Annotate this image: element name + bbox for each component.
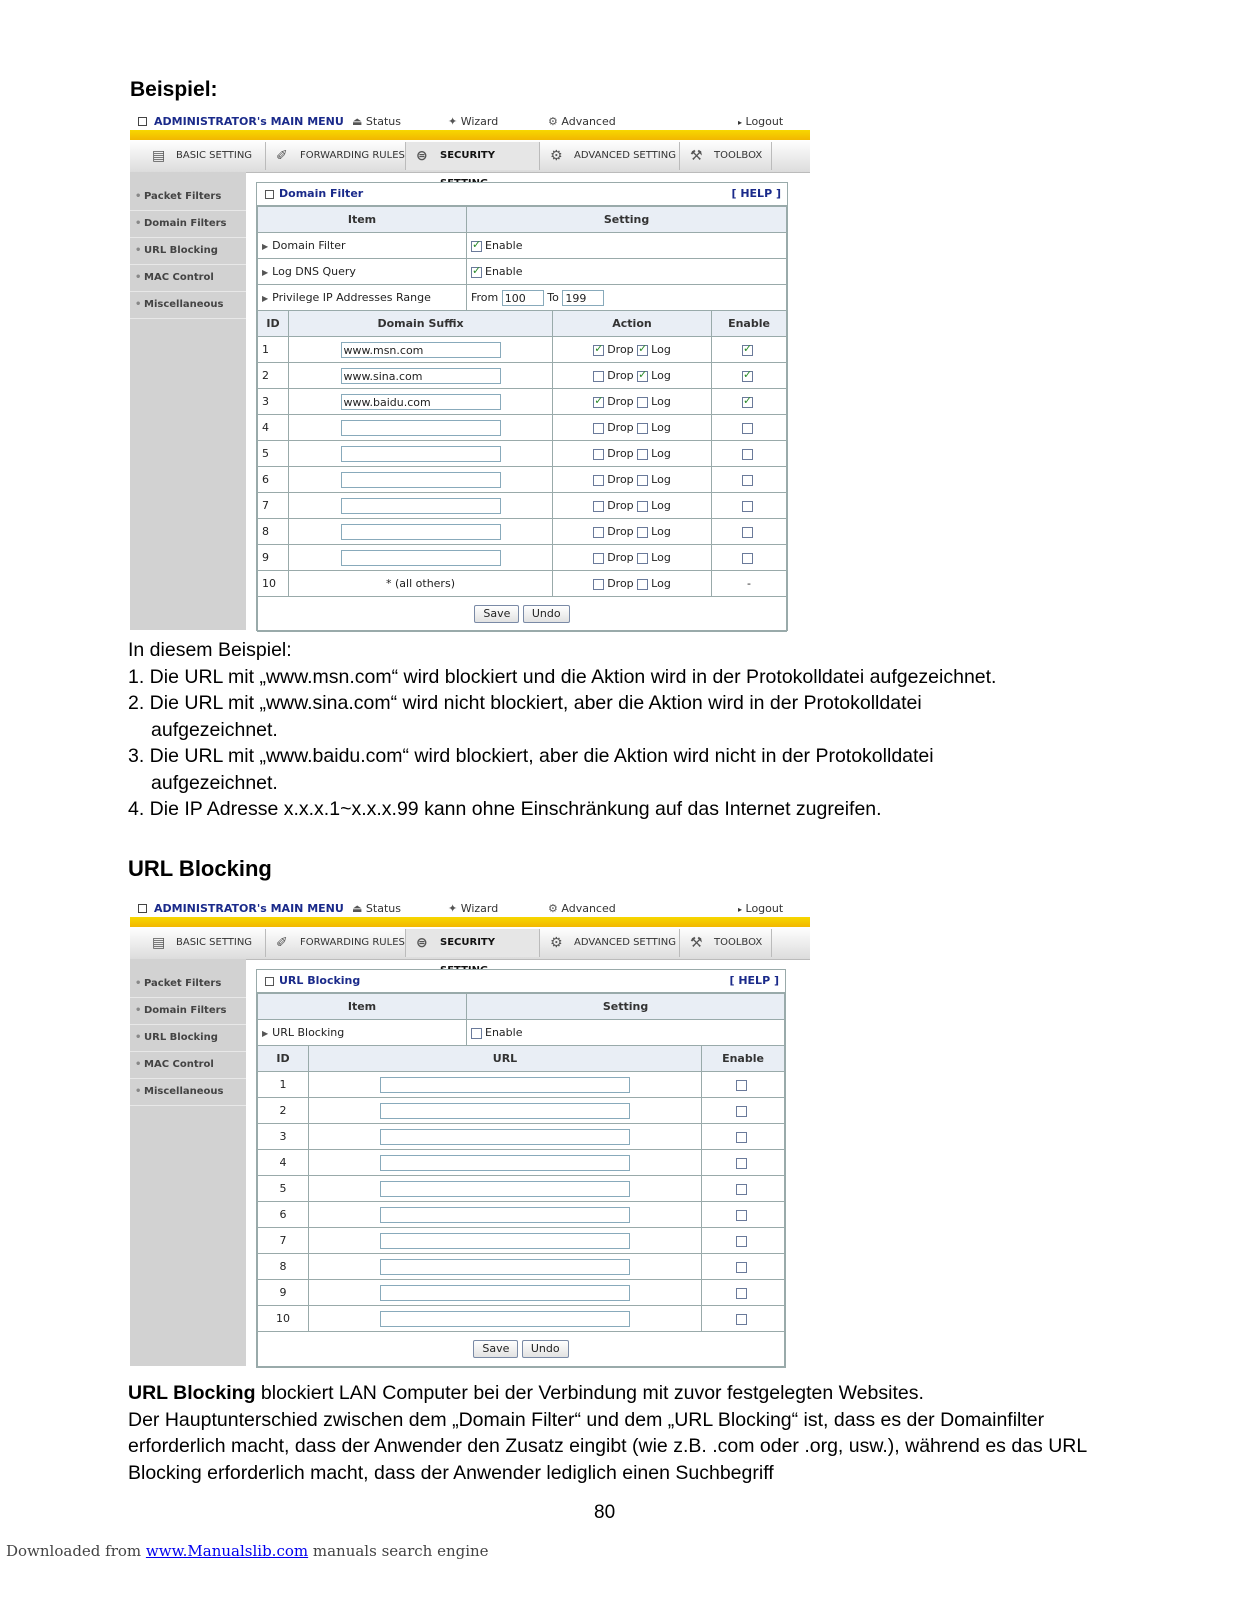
url-blocking-panel <box>256 969 786 1368</box>
domain-suffix-input[interactable] <box>341 420 501 436</box>
log-checkbox[interactable] <box>637 501 648 512</box>
privilege-from-input[interactable]: 100 <box>502 290 544 306</box>
enable-checkbox[interactable] <box>736 1314 747 1325</box>
privilege-to-input[interactable]: 199 <box>562 290 604 306</box>
undo-button[interactable]: Undo <box>523 605 570 623</box>
url-input[interactable] <box>380 1181 630 1197</box>
screenshot-domain-filter <box>130 112 810 630</box>
status-link[interactable]: ⏏ Status <box>352 115 401 128</box>
save-button[interactable]: Save <box>473 1340 518 1358</box>
enable-checkbox[interactable] <box>736 1158 747 1169</box>
sidebar <box>130 172 246 630</box>
enable-cell <box>712 545 787 571</box>
list-item: 3. Die URL mit „www.baidu.com“ wird blockiert, aber die Aktion wird nicht in der Protokolldatei aufgezeichnet. <box>128 745 934 794</box>
row-id: 9 <box>258 545 289 571</box>
row-id: 1 <box>258 1072 309 1098</box>
domain-suffix-cell <box>289 441 553 467</box>
domain-suffix-cell <box>289 493 553 519</box>
table-row <box>258 1228 785 1254</box>
table-row <box>258 1098 785 1124</box>
tab-basic-setting[interactable]: ▤ BASIC SETTING <box>142 929 266 957</box>
table-row <box>258 1150 785 1176</box>
log-checkbox[interactable] <box>637 449 648 460</box>
table-row <box>258 337 787 363</box>
table-row <box>258 519 787 545</box>
sidebar-item-domain-filters[interactable]: • Domain Filters <box>130 211 246 238</box>
row-arrow-icon: ▶ <box>262 294 269 303</box>
row-id: 6 <box>258 1202 309 1228</box>
logout-arrow-icon: ▸ <box>738 905 743 914</box>
col-action: Action <box>553 311 712 337</box>
logout-link[interactable]: ▸ Logout <box>738 115 784 128</box>
domain-suffix-cell <box>289 389 553 415</box>
main-tab-bar <box>130 927 810 960</box>
row-id: 2 <box>258 1098 309 1124</box>
toolbox-icon: ⚒ <box>690 935 703 951</box>
action-cell: Drop Log <box>553 519 712 545</box>
domain-suffix-input[interactable]: www.baidu.com <box>341 394 501 410</box>
table-row <box>258 415 787 441</box>
row-id: 6 <box>258 467 289 493</box>
enable-cell <box>702 1176 785 1202</box>
row-id: 5 <box>258 1176 309 1202</box>
url-cell <box>309 1306 702 1332</box>
advanced-icon: ⚙ <box>548 902 558 915</box>
enable-cell <box>702 1202 785 1228</box>
row-id: 8 <box>258 1254 309 1280</box>
url-input[interactable] <box>380 1103 630 1119</box>
row-id: 7 <box>258 1228 309 1254</box>
url-cell <box>309 1280 702 1306</box>
button-row <box>258 597 787 632</box>
enable-checkbox[interactable] <box>742 527 753 538</box>
all-others-enable: - <box>712 571 787 597</box>
url-input[interactable] <box>380 1077 630 1093</box>
domain-suffix-cell <box>289 415 553 441</box>
enable-cell <box>702 1150 785 1176</box>
security-setting-icon: ⊜ <box>416 935 428 951</box>
url-blocking-enable-checkbox[interactable] <box>471 1028 482 1039</box>
domain-suffix-input[interactable] <box>341 446 501 462</box>
page-number: 80 <box>594 1502 616 1523</box>
url-cell <box>309 1098 702 1124</box>
help-link[interactable]: [ HELP ] <box>731 187 781 200</box>
wizard-icon: ✦ <box>448 115 458 128</box>
domain-filter-panel <box>256 182 788 631</box>
table-row <box>258 1124 785 1150</box>
advanced-setting-icon: ⚙ <box>550 935 563 951</box>
action-cell: Drop Log <box>553 545 712 571</box>
domain-suffix-table <box>257 310 787 632</box>
drop-checkbox[interactable] <box>593 553 604 564</box>
enable-cell <box>712 415 787 441</box>
row-id: 10 <box>258 1306 309 1332</box>
all-others-label: * (all others) <box>289 571 553 597</box>
domain-suffix-input[interactable] <box>341 550 501 566</box>
log-checkbox[interactable] <box>637 397 648 408</box>
url-blocking-description <box>128 1380 1108 1486</box>
advanced-setting-icon: ⚙ <box>550 148 563 164</box>
url-cell <box>309 1124 702 1150</box>
enable-checkbox[interactable] <box>742 553 753 564</box>
url-input[interactable] <box>380 1259 630 1275</box>
help-link[interactable]: [ HELP ] <box>729 974 779 987</box>
list-item: 2. Die URL mit „www.sina.com“ wird nicht blockiert, aber die Aktion wird in der Protokolldatei aufgezeichnet. <box>128 692 922 741</box>
privilege-ip-range: From 100 To 199 <box>467 285 787 311</box>
menu-square-icon <box>138 117 147 126</box>
drop-checkbox[interactable] <box>593 345 604 356</box>
row-arrow-icon: ▶ <box>262 1029 269 1038</box>
row-label-log-dns: ▶ Log DNS Query <box>258 259 467 285</box>
logout-arrow-icon: ▸ <box>738 118 743 127</box>
sidebar-item-mac-control[interactable]: • MAC Control <box>130 1052 246 1079</box>
col-item: Item <box>258 994 467 1020</box>
col-enable: Enable <box>702 1046 785 1072</box>
top-menu-bar <box>130 899 810 918</box>
status-link[interactable]: ⏏ Status <box>352 902 401 915</box>
sidebar-item-packet-filters[interactable]: • Packet Filters <box>130 971 246 998</box>
col-id: ID <box>258 1046 309 1072</box>
panel-title: Domain Filter <box>279 187 364 200</box>
action-cell: Drop Log <box>553 493 712 519</box>
action-cell: Drop Log <box>553 415 712 441</box>
table-row <box>258 1306 785 1332</box>
domain-suffix-cell <box>289 363 553 389</box>
row-id: 3 <box>258 389 289 415</box>
sidebar-item-url-blocking[interactable]: • URL Blocking <box>130 1025 246 1052</box>
action-cell: ✓ Drop Log <box>553 389 712 415</box>
tab-toolbox[interactable]: ⚒ TOOLBOX <box>680 929 772 957</box>
enable-checkbox[interactable] <box>742 345 753 356</box>
advanced-icon: ⚙ <box>548 115 558 128</box>
domain-filter-enable-checkbox[interactable] <box>471 241 482 252</box>
example-list <box>128 664 1128 823</box>
enable-checkbox[interactable] <box>736 1184 747 1195</box>
enable-cell <box>712 519 787 545</box>
row-arrow-icon: ▶ <box>262 268 269 277</box>
wizard-link[interactable]: ✦ Wizard <box>448 115 499 128</box>
example-explanation <box>128 637 1128 823</box>
wizard-icon: ✦ <box>448 902 458 915</box>
sidebar-item-domain-filters[interactable]: • Domain Filters <box>130 998 246 1025</box>
enable-checkbox[interactable] <box>742 501 753 512</box>
drop-checkbox[interactable] <box>593 423 604 434</box>
admin-main-menu-link[interactable]: ADMINISTRATOR's MAIN MENU <box>154 902 344 915</box>
tab-security-setting[interactable]: ⊜ SECURITY <box>406 142 540 170</box>
col-url: URL <box>309 1046 702 1072</box>
domain-filter-settings-table <box>257 206 787 311</box>
domain-suffix-cell <box>289 337 553 363</box>
table-row <box>258 1254 785 1280</box>
row-id: 5 <box>258 441 289 467</box>
gold-divider <box>130 130 810 140</box>
enable-cell <box>702 1098 785 1124</box>
domain-suffix-input[interactable]: www.sina.com <box>341 368 501 384</box>
tab-security-setting[interactable]: ⊜ SECURITY <box>406 929 540 957</box>
log-checkbox[interactable] <box>637 475 648 486</box>
url-cell <box>309 1176 702 1202</box>
enable-cell <box>702 1306 785 1332</box>
log-checkbox[interactable] <box>637 423 648 434</box>
enable-cell <box>712 363 787 389</box>
log-dns-enable: ✓ Enable <box>467 259 787 285</box>
enable-checkbox[interactable] <box>736 1132 747 1143</box>
save-button[interactable]: Save <box>474 605 519 623</box>
row-id: 7 <box>258 493 289 519</box>
main-tab-bar <box>130 140 810 173</box>
sidebar-item-packet-filters[interactable]: • Packet Filters <box>130 184 246 211</box>
sidebar-item-miscellaneous[interactable]: • Miscellaneous <box>130 292 246 319</box>
domain-suffix-cell <box>289 519 553 545</box>
log-checkbox[interactable] <box>637 553 648 564</box>
url-input[interactable] <box>380 1129 630 1145</box>
enable-checkbox[interactable] <box>736 1236 747 1247</box>
toolbox-icon: ⚒ <box>690 148 703 164</box>
enable-checkbox[interactable] <box>736 1106 747 1117</box>
drop-checkbox[interactable] <box>593 397 604 408</box>
drop-checkbox[interactable] <box>593 527 604 538</box>
tab-advanced-setting[interactable]: ⚙ ADVANCED SETTING <box>540 142 680 170</box>
panel-title: URL Blocking <box>279 974 361 987</box>
action-cell: Drop ✓ Log <box>553 363 712 389</box>
gold-divider <box>130 917 810 927</box>
log-checkbox[interactable] <box>637 527 648 538</box>
table-row <box>258 363 787 389</box>
action-cell: Drop Log <box>553 467 712 493</box>
domain-suffix-input[interactable] <box>341 524 501 540</box>
drop-checkbox[interactable] <box>593 579 604 590</box>
sidebar-item-url-blocking[interactable]: • URL Blocking <box>130 238 246 265</box>
enable-checkbox[interactable] <box>736 1262 747 1273</box>
col-domain-suffix: Domain Suffix <box>289 311 553 337</box>
table-row <box>258 441 787 467</box>
sidebar <box>130 959 246 1366</box>
advanced-link[interactable]: ⚙ Advanced <box>548 902 616 915</box>
enable-checkbox[interactable] <box>736 1080 747 1091</box>
download-footer: Downloaded from www.Manualslib.com manuals search engine <box>6 1542 489 1560</box>
enable-cell <box>702 1228 785 1254</box>
table-row <box>258 1072 785 1098</box>
sidebar-item-miscellaneous[interactable]: • Miscellaneous <box>130 1079 246 1106</box>
table-row <box>258 1202 785 1228</box>
drop-checkbox[interactable] <box>593 501 604 512</box>
log-checkbox[interactable] <box>637 345 648 356</box>
enable-cell <box>712 389 787 415</box>
wizard-link[interactable]: ✦ Wizard <box>448 902 499 915</box>
list-item: 4. Die IP Adresse x.x.x.1~x.x.x.99 kann ohne Einschränkung auf das Internet zugreifen. <box>128 798 882 820</box>
enable-cell <box>712 337 787 363</box>
url-input[interactable] <box>380 1285 630 1301</box>
url-cell <box>309 1202 702 1228</box>
description-line-1: URL Blocking blockiert LAN Computer bei der Verbindung mit zuvor festgelegten Websites. <box>128 1382 924 1404</box>
log-checkbox[interactable] <box>637 579 648 590</box>
button-row <box>258 1332 785 1367</box>
enable-cell <box>702 1072 785 1098</box>
log-dns-enable-checkbox[interactable] <box>471 267 482 278</box>
heading-url-blocking: URL Blocking <box>128 856 272 881</box>
url-cell <box>309 1254 702 1280</box>
enable-cell <box>702 1124 785 1150</box>
col-item: Item <box>258 207 467 233</box>
panel-square-icon <box>265 977 274 986</box>
status-icon: ⏏ <box>352 115 363 128</box>
log-checkbox[interactable] <box>637 371 648 382</box>
heading-example: Beispiel: <box>130 78 218 101</box>
url-blocking-enable: Enable <box>467 1020 785 1046</box>
enable-checkbox[interactable] <box>742 397 753 408</box>
enable-checkbox[interactable] <box>736 1288 747 1299</box>
top-menu-bar <box>130 112 810 131</box>
enable-checkbox[interactable] <box>736 1210 747 1221</box>
row-id: 2 <box>258 363 289 389</box>
all-others-action: Drop Log <box>553 571 712 597</box>
panel-header <box>257 970 785 993</box>
domain-suffix-input[interactable] <box>341 498 501 514</box>
row-id: 8 <box>258 519 289 545</box>
domain-suffix-cell <box>289 467 553 493</box>
panel-header <box>257 183 787 206</box>
col-enable: Enable <box>712 311 787 337</box>
action-cell: Drop Log <box>553 441 712 467</box>
action-cell: ✓ Drop ✓ Log <box>553 337 712 363</box>
basic-setting-icon: ▤ <box>152 148 166 164</box>
table-row <box>258 493 787 519</box>
enable-cell <box>702 1254 785 1280</box>
url-cell <box>309 1072 702 1098</box>
enable-checkbox[interactable] <box>742 475 753 486</box>
admin-main-menu-link[interactable]: ADMINISTRATOR's MAIN MENU <box>154 115 344 128</box>
basic-setting-icon: ▤ <box>152 935 166 951</box>
row-id: 3 <box>258 1124 309 1150</box>
url-input[interactable] <box>380 1155 630 1171</box>
forwarding-rules-icon: ✐ <box>276 935 288 951</box>
col-setting: Setting <box>467 207 787 233</box>
description-line-2: Der Hauptunterschied zwischen dem „Domain Filter“ und dem „URL Blocking“ ist, dass es der Domainfilter erforderlich macht, dass der Anwender den Zusatz eingibt (wie z.B. .com oder .org, usw.), während es das URL Blocking erforderlich macht, dass der Anwender lediglich einen Suchbegriff <box>128 1408 1087 1484</box>
url-table <box>257 1045 785 1367</box>
row-label-privilege-ip: ▶ Privilege IP Addresses Range <box>258 285 467 311</box>
logout-link[interactable]: ▸ Logout <box>738 902 784 915</box>
table-row <box>258 1176 785 1202</box>
tab-advanced-setting[interactable]: ⚙ ADVANCED SETTING <box>540 929 680 957</box>
description-bold: URL Blocking <box>128 1382 256 1404</box>
row-id: 4 <box>258 1150 309 1176</box>
url-cell <box>309 1150 702 1176</box>
list-item: 1. Die URL mit „www.msn.com“ wird blockiert und die Aktion wird in der Protokolldatei aufgezeichnet. <box>128 665 997 688</box>
forwarding-rules-icon: ✐ <box>276 148 288 164</box>
domain-suffix-input[interactable] <box>341 472 501 488</box>
advanced-link[interactable]: ⚙ Advanced <box>548 115 616 128</box>
row-label-domain-filter: ▶ Domain Filter <box>258 233 467 259</box>
domain-filter-enable: ✓ Enable <box>467 233 787 259</box>
row-id: 4 <box>258 415 289 441</box>
domain-suffix-input[interactable]: www.msn.com <box>341 342 501 358</box>
enable-cell <box>712 467 787 493</box>
row-id: 9 <box>258 1280 309 1306</box>
domain-suffix-cell <box>289 545 553 571</box>
menu-square-icon <box>138 904 147 913</box>
enable-checkbox[interactable] <box>742 423 753 434</box>
enable-cell <box>702 1280 785 1306</box>
panel-square-icon <box>265 190 274 199</box>
table-row <box>258 1280 785 1306</box>
enable-checkbox[interactable] <box>742 371 753 382</box>
drop-checkbox[interactable] <box>593 449 604 460</box>
sidebar-item-mac-control[interactable]: • MAC Control <box>130 265 246 292</box>
col-id: ID <box>258 311 289 337</box>
row-arrow-icon: ▶ <box>262 242 269 251</box>
enable-cell <box>712 493 787 519</box>
tab-forwarding-rules[interactable]: ✐ FORWARDING RULES <box>266 929 406 957</box>
undo-button[interactable]: Undo <box>522 1340 569 1358</box>
status-icon: ⏏ <box>352 902 363 915</box>
tab-basic-setting[interactable]: ▤ BASIC SETTING <box>142 142 266 170</box>
manualslib-link[interactable]: www.Manualslib.com <box>145 1542 309 1560</box>
url-input[interactable] <box>380 1311 630 1327</box>
tab-forwarding-rules[interactable]: ✐ FORWARDING RULES <box>266 142 406 170</box>
screenshot-url-blocking <box>130 899 810 1366</box>
row-id: 1 <box>258 337 289 363</box>
table-row-all-others: 10 * (all others) Drop Log - <box>258 571 787 597</box>
url-input[interactable] <box>380 1207 630 1223</box>
table-row <box>258 389 787 415</box>
table-row <box>258 545 787 571</box>
url-cell <box>309 1228 702 1254</box>
col-setting: Setting <box>467 994 785 1020</box>
enable-cell <box>712 441 787 467</box>
tab-toolbox[interactable]: ⚒ TOOLBOX <box>680 142 772 170</box>
intro-text: In diesem Beispiel: <box>128 639 292 661</box>
url-input[interactable] <box>380 1233 630 1249</box>
security-setting-icon: ⊜ <box>416 148 428 164</box>
url-blocking-settings-table <box>257 993 785 1046</box>
drop-checkbox[interactable] <box>593 371 604 382</box>
enable-checkbox[interactable] <box>742 449 753 460</box>
row-label-url-blocking: ▶ URL Blocking <box>258 1020 467 1046</box>
drop-checkbox[interactable] <box>593 475 604 486</box>
table-row <box>258 467 787 493</box>
